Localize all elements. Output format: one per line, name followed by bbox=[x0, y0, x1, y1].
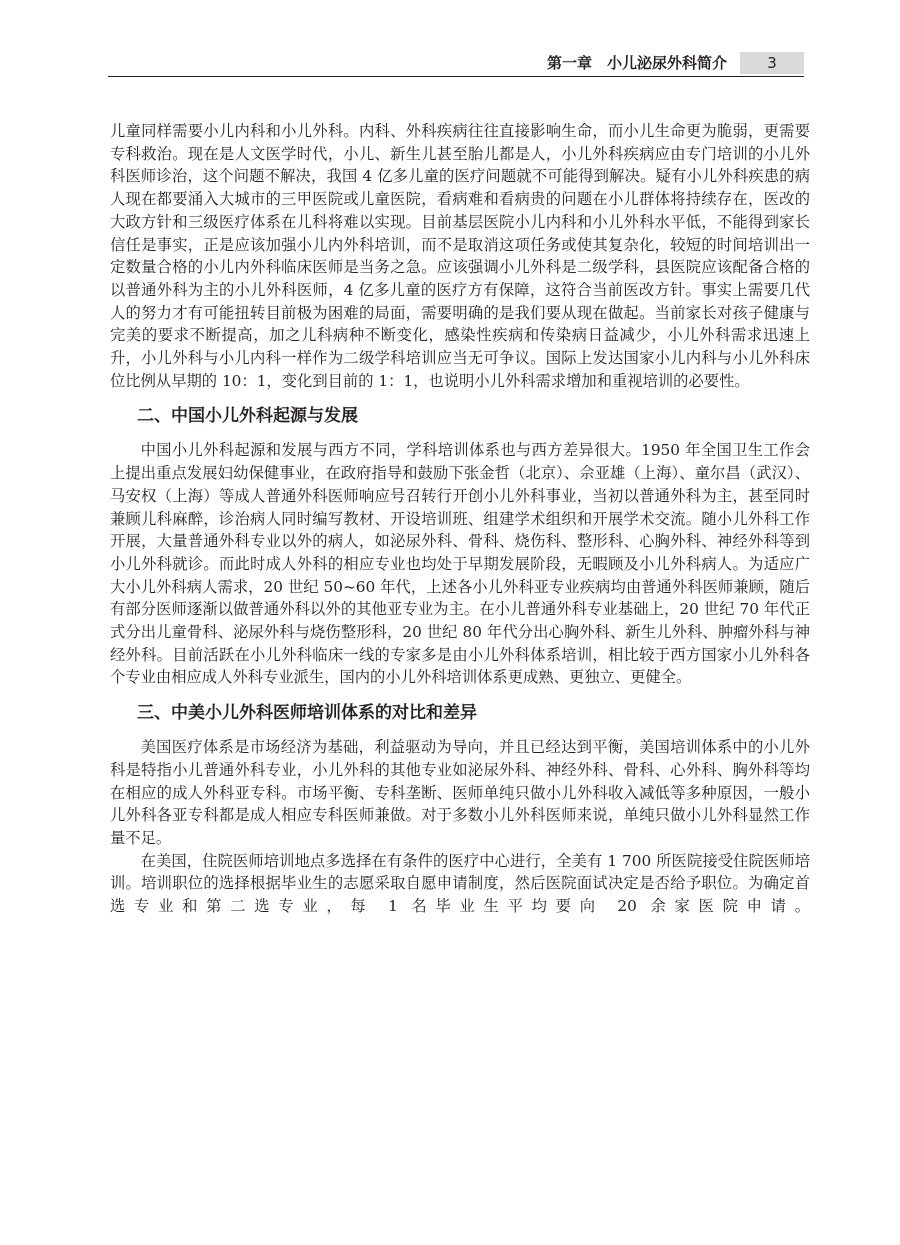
body-text bbox=[110, 120, 810, 918]
running-header bbox=[0, 52, 900, 74]
page-number: 3 bbox=[740, 52, 804, 74]
paragraph-3: 美国医疗体系是市场经济为基础，利益驱动为导向，并且已经达到平衡，美国培训体系中的小儿外科是特指小儿普通外科专业，小儿外科的其他专业如泌尿外科、神经外科、骨科、心外科、胸外科等均在相应的成人外科亚专科。市场平衡、专科垄断、医师单纯只做小儿外科收入减低等多种原因，一般小儿外科各亚专科都是成人相应专科医师兼做。对于多数小儿外科医师来说，单纯只做小儿外科显然工作量不足。 bbox=[110, 738, 810, 847]
paragraph-2: 中国小儿外科起源和发展与西方不同，学科培训体系也与西方差异很大。1950 年全国卫生工作会上提出重点发展妇幼保健事业，在政府指导和鼓励下张金哲（北京）、佘亚雄（上海）、童尔昌（武汉）、马安权（上海）等成人普通外科医师响应号召转行开创小儿外科事业，当初以普通外科为主，甚至同时兼顾儿科麻醉，诊治病人同时编写教材、开设培训班、组建学术组织和开展学术交流。随小儿外科工作开展，大量普通外科专业以外的病人，如泌尿外科、骨科、烧伤科、整形科、心胸外科、神经外科等到小儿外科就诊。而此时成人外科的相应专业也均处于早期发展阶段，无暇顾及小儿外科病人。为适应广大小儿外科病人需求，20 世纪 50~60 年代，上述各小儿外科亚专业疾病均由普通外科医师兼顾，随后有部分医师逐渐以做普通外科以外的其他亚专业为主。在小儿普通外科专业基础上，20 世纪 70 年代正式分出儿童骨科、泌尿外科与烧伤整形科，20 世纪 80 年代分出心胸外科、新生儿外科、肿瘤外科与神经外科。目前活跃在小儿外科临床一线的专家多是由小儿外科体系培训，相比较于西方国家小儿外科各个专业由相应成人外科专业派生，国内的小儿外科培训体系更成熟、更独立、更健全。 bbox=[110, 441, 810, 687]
paragraph-1: 儿童同样需要小儿内科和小儿外科。内科、外科疾病往往直接影响生命，而小儿生命更为脆弱，更需要专科救治。现在是人文医学时代，小儿、新生儿甚至胎儿都是人，小儿外科疾病应由专门培训的小儿外科医师诊治，这个问题不解决，我国 4 亿多儿童的医疗问题就不可能得到解决。疑有小儿外科疾患的病人现在都要涌入大城市的三甲医院或儿童医院，看病难和看病贵的问题在小儿群体将持续存在，医改的大政方针和三级医疗体系在儿科将难以实现。目前基层医院小儿内科和小儿外科水平低，不能得到家长信任是事实，正是应该加强小儿内外科培训，而不是取消这项任务或使其复杂化，较短的时间培训出一定数量合格的小儿内外科临床医师是当务之急。应该强调小儿外科是二级学科，县医院应该配备合格的以普通外科为主的小儿外科医师，4 亿多儿童的医疗方有保障，这符合当前医改方针。事实上需要几代人的努力才有可能扭转目前极为困难的局面，需要明确的是我们要从现在做起。当前家长对孩子健康与完美的要求不断提高，加之儿科病种不断变化，感染性疾病和传染病日益减少，小儿外科需求迅速上升，小儿外科与小儿内科一样作为二级学科培训应当无可争议。国际上发达国家小儿内科与小儿外科床位比例从早期的 10：1，变化到目前的 1：1，也说明小儿外科需求增加和重视培训的必要性。 bbox=[110, 122, 810, 390]
section-heading-3: 三、中美小儿外科医师培训体系的对比和差异 bbox=[137, 703, 477, 724]
section-heading-2: 二、中国小儿外科起源与发展 bbox=[137, 406, 358, 427]
header-rule bbox=[108, 76, 804, 77]
paragraph-4: 在美国，住院医师培训地点多选择在有条件的医疗中心进行，全美有 1 700 所医院接受住院医师培训。培训职位的选择根据毕业生的志愿采取自愿申请制度，然后医院面试决定是否给予职位。为确定首选专业和第二选专业，每 1 名毕业生平均要向 20 余家医院申请。 bbox=[110, 851, 810, 916]
chapter-title: 第一章 小儿泌尿外科简介 bbox=[546, 54, 727, 72]
